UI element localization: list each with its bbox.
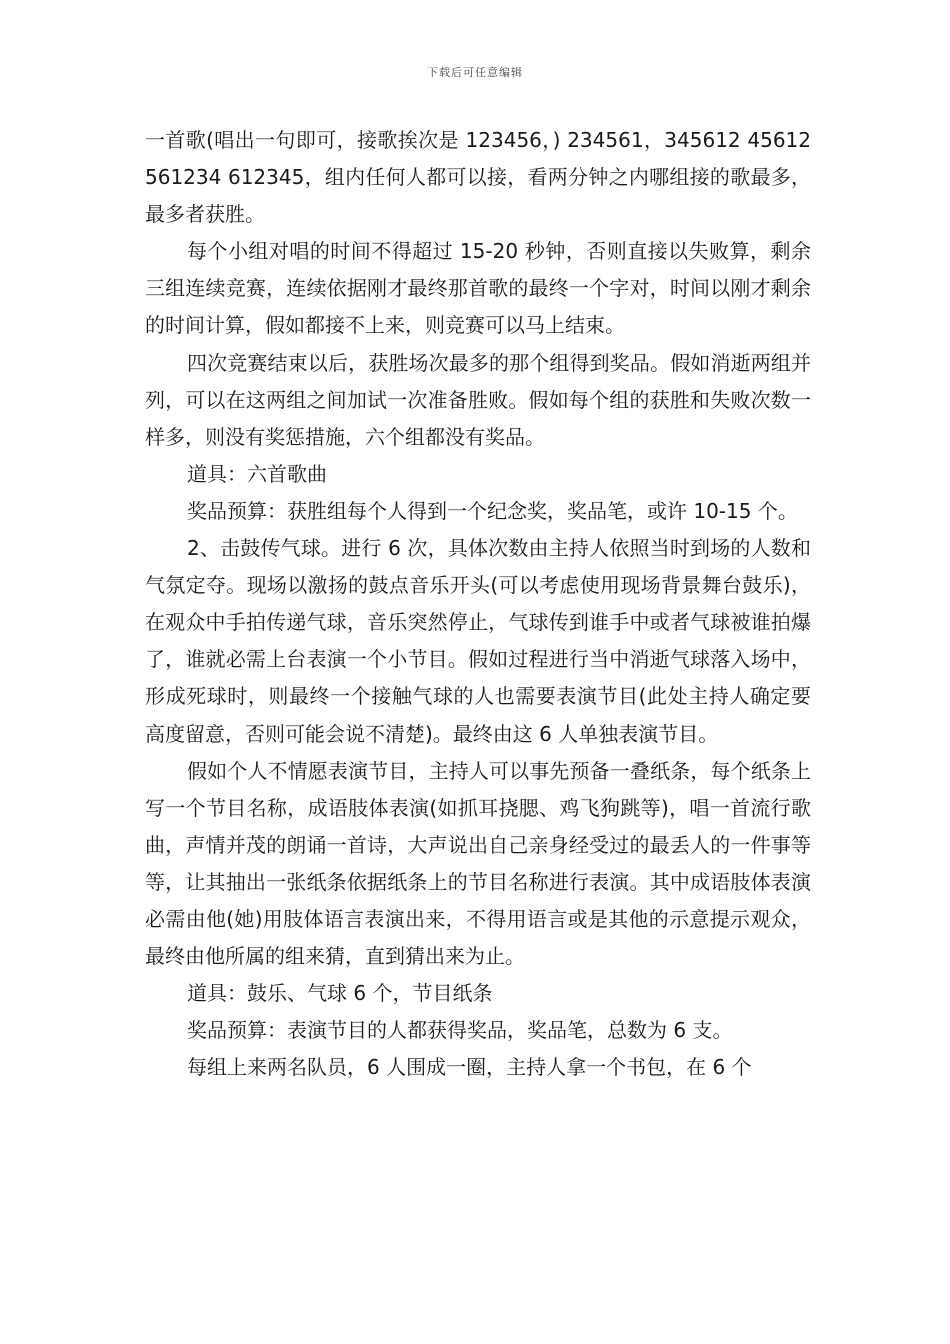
- document-body: [145, 122, 811, 1086]
- paragraph: 四次竞赛结束以后，获胜场次最多的那个组得到奖品。假如消逝两组并列，可以在这两组之间加试一次准备胜败。假如每个组的获胜和失败次数一样多，则没有奖惩措施，六个组都没有奖品。: [145, 350, 811, 449]
- paragraph: 道具：鼓乐、气球 6 个，节目纸条: [187, 981, 493, 1006]
- paragraph: 奖品预算：表演节目的人都获得奖品，奖品笔，总数为 6 支。: [187, 1018, 733, 1043]
- paragraph: 每组上来两名队员，6 人围成一圈，主持人拿一个书包，在 6 个: [187, 1055, 752, 1080]
- paragraph: 道具：六首歌曲: [187, 461, 327, 486]
- paragraph: 奖品预算：获胜组每个人得到一个纪念奖，奖品笔，或许 10-15 个。: [187, 498, 798, 523]
- paragraph: 每个小组对唱的时间不得超过 15-20 秒钟，否则直接以失败算，剩余三组连续竞赛，连续依据刚才最终那首歌的最终一个字对，时间以刚才剩余的时间计算，假如都接不上来，则竞赛可以马上结束。: [145, 239, 811, 338]
- page-header: 下载后可任意编辑: [427, 66, 523, 79]
- paragraph: 一首歌(唱出一句即可，接歌挨次是 123456，) 234561，345612 45612 561234 612345，组内任何人都可以接，看两分钟之内哪组接的歌最多，最多者获胜。: [145, 128, 811, 227]
- paragraph: 假如个人不情愿表演节目，主持人可以事先预备一叠纸条，每个纸条上写一个节目名称，成语肢体表演(如抓耳挠腮、鸡飞狗跳等)，唱一首流行歌曲，声情并茂的朗诵一首诗，大声说出自己亲身经受过的最丢人的一件事等等，让其抽出一张纸条依据纸条上的节目名称进行表演。其中成语肢体表演必需由他(她)用肢体语言表演出来，不得用语言或是其他的示意提示观众，最终由他所属的组来猜，直到猜出来为止。: [145, 758, 811, 969]
- paragraph: 2、击鼓传气球。进行 6 次，具体次数由主持人依照当时到场的人数和气氛定夺。现场以激扬的鼓点音乐开头(可以考虑使用现场背景舞台鼓乐)，在观众中手拍传递气球，音乐突然停止，气球传到谁手中或者气球被谁拍爆了，谁就必需上台表演一个小节目。假如过程进行当中消逝气球落入场中，形成死球时，则最终一个接触气球的人也需要表演节目(此处主持人确定要高度留意，否则可能会说不清楚)。最终由这 6 人单独表演节目。: [145, 536, 811, 746]
